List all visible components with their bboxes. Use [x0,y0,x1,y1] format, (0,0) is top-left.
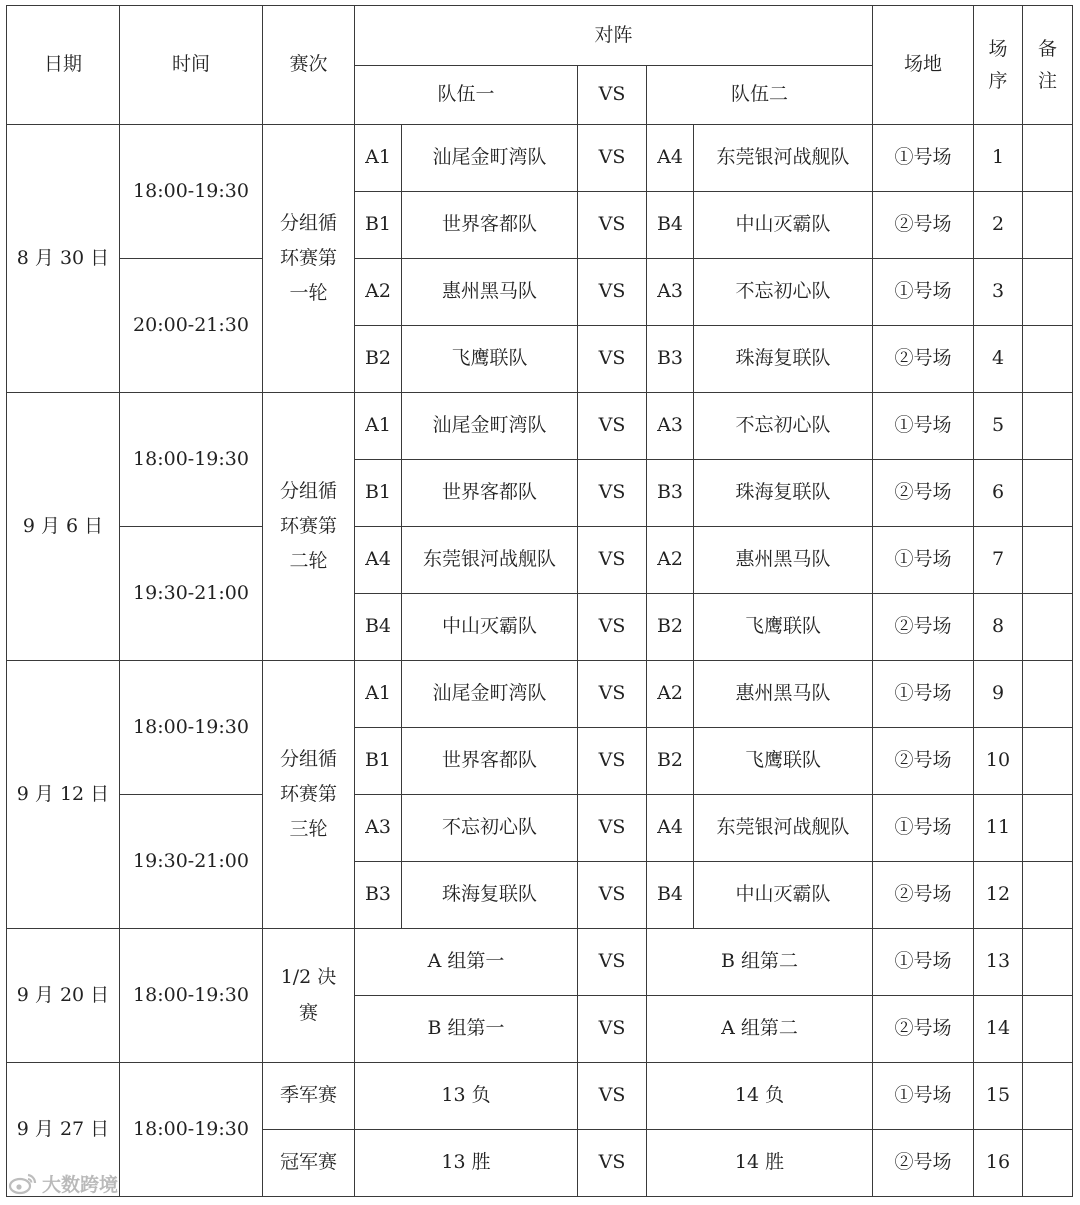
team2-name: 中山灭霸队 [694,192,873,259]
round-cell: 分组循 环赛第 三轮 [263,661,355,929]
team1-name: 世界客都队 [402,460,578,527]
team1-code: B1 [355,728,402,795]
date-cell: 9 月 12 日 [7,661,120,929]
team2-name: 东莞银河战舰队 [694,125,873,192]
header-team2: 队伍二 [647,66,873,125]
header-vs: VS [578,66,647,125]
team2-name: 珠海复联队 [694,326,873,393]
time-cell: 18:00-19:30 [120,1063,263,1197]
vs-label: VS [578,795,647,862]
round-cell: 冠军赛 [263,1130,355,1197]
venue-cell: ②号场 [873,1130,974,1197]
vs-label: VS [578,929,647,996]
team1-name: 汕尾金町湾队 [402,393,578,460]
note-cell [1023,125,1073,192]
note-cell [1023,661,1073,728]
venue-cell: ①号场 [873,125,974,192]
time-cell: 18:00-19:30 [120,929,263,1063]
note-cell [1023,594,1073,661]
time-cell: 18:00-19:30 [120,125,263,259]
team1-code: B2 [355,326,402,393]
match-row [7,661,1073,728]
team2-code: A4 [647,125,694,192]
team1-name: 13 胜 [355,1130,578,1197]
order-cell: 5 [974,393,1023,460]
schedule-table-wrapper [6,5,1073,1197]
team1-name: 飞鹰联队 [402,326,578,393]
order-cell: 15 [974,1063,1023,1130]
venue-cell: ①号场 [873,661,974,728]
team1-name: 世界客都队 [402,192,578,259]
vs-label: VS [578,862,647,929]
order-cell: 1 [974,125,1023,192]
venue-cell: ②号场 [873,460,974,527]
venue-cell: ②号场 [873,862,974,929]
header-matchup: 对阵 [355,6,873,66]
venue-cell: ①号场 [873,527,974,594]
order-cell: 10 [974,728,1023,795]
vs-label: VS [578,393,647,460]
team1-name: A 组第一 [355,929,578,996]
note-cell [1023,728,1073,795]
note-cell [1023,527,1073,594]
team1-code: A1 [355,125,402,192]
order-cell: 11 [974,795,1023,862]
note-cell [1023,393,1073,460]
order-cell: 12 [974,862,1023,929]
order-cell: 13 [974,929,1023,996]
match-row [7,393,1073,460]
team1-name: 东莞银河战舰队 [402,527,578,594]
team2-code: B4 [647,862,694,929]
header-time: 时间 [120,6,263,125]
team2-code: B2 [647,728,694,795]
team2-name: 不忘初心队 [694,393,873,460]
team2-name: 飞鹰联队 [694,594,873,661]
team1-name: 13 负 [355,1063,578,1130]
team2-name: 中山灭霸队 [694,862,873,929]
header-note: 备 注 [1023,6,1073,125]
time-cell: 20:00-21:30 [120,259,263,393]
team1-code: B3 [355,862,402,929]
match-row [7,259,1073,326]
venue-cell: ②号场 [873,192,974,259]
venue-cell: ①号场 [873,1063,974,1130]
weibo-logo-icon [8,1172,38,1196]
order-cell: 8 [974,594,1023,661]
vs-label: VS [578,326,647,393]
round-cell: 分组循 环赛第 一轮 [263,125,355,393]
team1-name: 汕尾金町湾队 [402,661,578,728]
team1-code: A1 [355,661,402,728]
time-cell: 19:30-21:00 [120,527,263,661]
team2-code: A3 [647,259,694,326]
team2-name: 14 负 [647,1063,873,1130]
vs-label: VS [578,527,647,594]
team1-name: 惠州黑马队 [402,259,578,326]
header-round: 赛次 [263,6,355,125]
team2-code: A2 [647,527,694,594]
team2-code: B2 [647,594,694,661]
team2-name: 东莞银河战舰队 [694,795,873,862]
header-order: 场 序 [974,6,1023,125]
team2-code: B3 [647,326,694,393]
note-cell [1023,795,1073,862]
team1-code: B1 [355,460,402,527]
venue-cell: ①号场 [873,259,974,326]
header-venue: 场地 [873,6,974,125]
order-cell: 14 [974,996,1023,1063]
venue-cell: ②号场 [873,996,974,1063]
schedule-body [7,6,1073,1197]
note-cell [1023,1130,1073,1197]
team1-code: A3 [355,795,402,862]
match-row [7,795,1073,862]
match-row [7,929,1073,996]
order-cell: 16 [974,1130,1023,1197]
note-cell [1023,460,1073,527]
venue-cell: ①号场 [873,929,974,996]
team2-code: B4 [647,192,694,259]
date-cell: 9 月 27 日 [7,1063,120,1197]
team1-code: A4 [355,527,402,594]
team1-name: 汕尾金町湾队 [402,125,578,192]
time-cell: 18:00-19:30 [120,393,263,527]
team2-code: A4 [647,795,694,862]
team1-code: A2 [355,259,402,326]
round-cell: 季军赛 [263,1063,355,1130]
team2-code: A2 [647,661,694,728]
vs-label: VS [578,259,647,326]
team1-code: B1 [355,192,402,259]
vs-label: VS [578,1063,647,1130]
date-cell: 9 月 20 日 [7,929,120,1063]
round-cell: 1/2 决 赛 [263,929,355,1063]
order-cell: 3 [974,259,1023,326]
note-cell [1023,1063,1073,1130]
order-cell: 4 [974,326,1023,393]
order-cell: 7 [974,527,1023,594]
schedule-table [6,5,1073,1197]
vs-label: VS [578,996,647,1063]
match-row [7,125,1073,192]
team2-name: 惠州黑马队 [694,527,873,594]
note-cell [1023,862,1073,929]
vs-label: VS [578,594,647,661]
header-team1: 队伍一 [355,66,578,125]
vs-label: VS [578,661,647,728]
time-cell: 18:00-19:30 [120,661,263,795]
team1-code: A1 [355,393,402,460]
order-cell: 2 [974,192,1023,259]
team1-name: 中山灭霸队 [402,594,578,661]
venue-cell: ②号场 [873,728,974,795]
team1-name: 不忘初心队 [402,795,578,862]
team2-name: 不忘初心队 [694,259,873,326]
vs-label: VS [578,728,647,795]
time-cell: 19:30-21:00 [120,795,263,929]
team2-name: A 组第二 [647,996,873,1063]
note-cell [1023,326,1073,393]
round-cell: 分组循 环赛第 二轮 [263,393,355,661]
venue-cell: ①号场 [873,795,974,862]
vs-label: VS [578,460,647,527]
watermark-text: 大数跨境 [42,1174,119,1196]
venue-cell: ②号场 [873,594,974,661]
team2-name: 惠州黑马队 [694,661,873,728]
note-cell [1023,259,1073,326]
match-row [7,527,1073,594]
match-row [7,1063,1073,1130]
order-cell: 9 [974,661,1023,728]
vs-label: VS [578,192,647,259]
team2-name: 飞鹰联队 [694,728,873,795]
team2-name: 14 胜 [647,1130,873,1197]
order-cell: 6 [974,460,1023,527]
note-cell [1023,929,1073,996]
team1-name: 世界客都队 [402,728,578,795]
venue-cell: ②号场 [873,326,974,393]
date-cell: 8 月 30 日 [7,125,120,393]
team2-code: B3 [647,460,694,527]
team1-code: B4 [355,594,402,661]
team1-name: B 组第一 [355,996,578,1063]
team2-name: 珠海复联队 [694,460,873,527]
note-cell [1023,996,1073,1063]
team1-name: 珠海复联队 [402,862,578,929]
team2-name: B 组第二 [647,929,873,996]
date-cell: 9 月 6 日 [7,393,120,661]
header-date: 日期 [7,6,120,125]
vs-label: VS [578,125,647,192]
venue-cell: ①号场 [873,393,974,460]
team2-code: A3 [647,393,694,460]
vs-label: VS [578,1130,647,1197]
watermark [8,1170,118,1197]
note-cell [1023,192,1073,259]
